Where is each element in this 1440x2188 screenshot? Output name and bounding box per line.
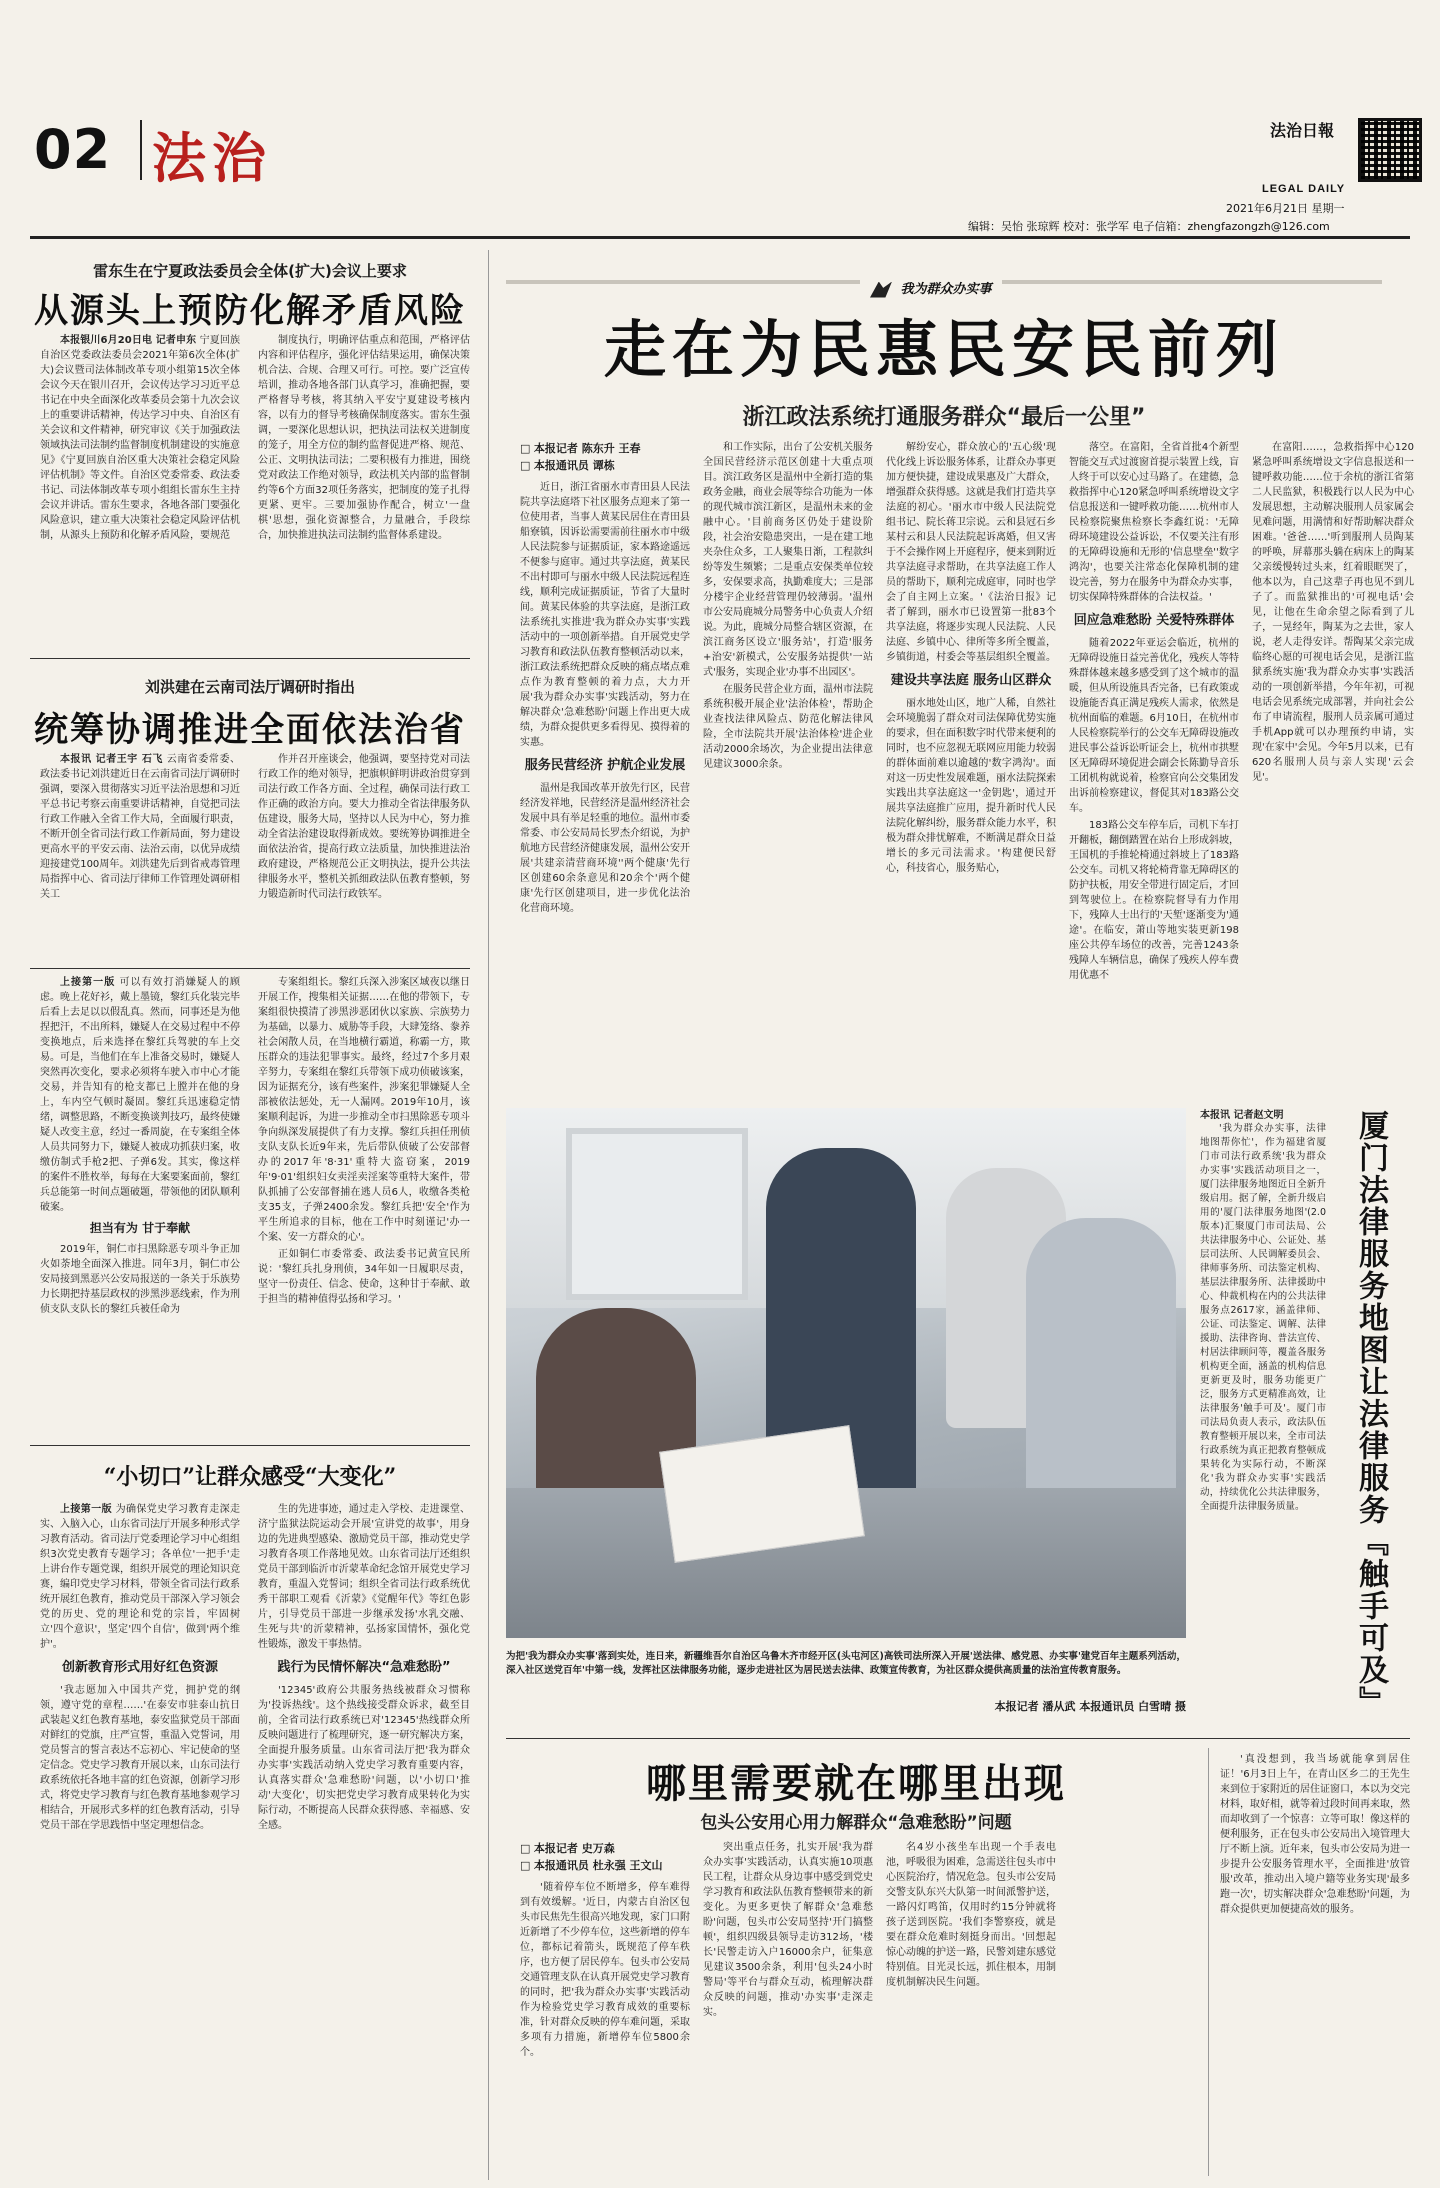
feature1-byline2: 本报通讯员 谭栋	[533, 459, 615, 472]
qr-code	[1358, 118, 1422, 182]
article5-byline: 本报讯 记者赵文明	[1200, 1110, 1284, 1121]
header-divider	[140, 120, 142, 180]
photo-window	[566, 1128, 748, 1300]
feature2-col3	[886, 1840, 1056, 2175]
article1-kicker: 雷东生在宁夏政法委员会全体(扩大)会议上要求	[93, 262, 407, 280]
feature2-col2-text: 突出重点任务，扎实开展'我为群众办实事'实践活动，认真实施10项惠民工程，让群众从身边事中感受到党史学习教育和政法队伍教育整顿带来的新变化。为更多更快了解群众'急难愁盼'问题，包头市公安局坚持'开门搞整顿'，组织四级县领导走访312场，'楼长'民警走访入户16000余户，征集意见建议3500余条，利用'包头24小时警局'等平台与群众互动，梳理解决群众反映的问题，推动'办实事'走深走实。	[703, 1842, 873, 2018]
feature1-title: 走在为民惠民安民前列	[603, 313, 1284, 386]
photo-caption	[506, 1650, 1186, 1698]
divider	[30, 968, 470, 969]
article3-text-left: 可以有效打消嫌疑人的顾虑。晚上花好衫，戴上墨镜，黎红兵化装完毕后看上去足以以假乱真。然而，同事还是为他捏把汗，不出所料，嫌疑人在交易过程中不停变换地点，后来选择在黎红兵驾驶的车上交易。可是，当他们在车上准备交易时，嫌疑人突然再次变化，要求必须将车驶入市中心才能交易，并告知有的枪支都已上膛并在他的身上，车内空气顿时凝固。黎红兵迅速稳定情绪，调整思路，不断变换谈判技巧，最终使嫌疑人改变主意，经过一番周旋，在专案组全体人员共同努力下，嫌疑人被成功抓获归案，收缴仿制式手枪2把、子弹6发。其实，像这样的案件不胜枚举，每每在大案要案面前，黎红兵总能第一时间点题破题，带领他的团队顺利破案。	[40, 977, 240, 1213]
article1-text-right: 制度执行，明确评估重点和范围，严格评估内容和评估程序，强化评估结果运用，确保决策机合法、合规、合理又可行。可控。要广泛宣传培训，推动各地各部门认真学习，准确把握，要严格督导考核，将其纳入平安宁夏建设考核内容，以有力的督导考核确保制度落实。雷东生强调，一要深化思想认识，把执法司法权关进制度的笼子，用全方位的制约监督促进严格、规范、公正、文明执法司法；二要积极有力推进，围绕党对政法工作绝对领导，政法机关内部的监督制约等6个方面32项任务落实，把制度的笼子扎得更紧、更牢。三要加强协作配合，树立'一盘棋'思想，强化资源整合，力量融合，手段综合，加快推进执法司法制约监督体系建设。	[258, 335, 470, 541]
feature2-col2	[703, 1840, 873, 2175]
article2-body-right	[258, 752, 470, 962]
header-rule	[30, 236, 1410, 239]
section-title: 法治	[152, 126, 272, 190]
feature1-col3	[886, 440, 1056, 1100]
article4-col-right	[258, 1502, 470, 2172]
news-photo	[506, 1108, 1186, 1638]
feature1-subhead2: 建设共享法庭 服务山区群众	[890, 673, 1052, 688]
feature1-subtitle: 浙江政法系统打通服务群众“最后一公里”	[742, 405, 1146, 430]
article3-col-right	[258, 975, 470, 1437]
photo-caption-text: 为把'我为群众办实事'落到实处，连日来，新疆维吾尔自治区乌鲁木齐市经开区(头屯河区)高铁司法所深入开展'送法律、感党恩、办实事'建党百年主题系列活动，深入社区送党百年'中第一线，发挥社区法律服务功能，逐步走进社区为居民送去法律、政策宣传教育，为社区群众提供高质量的法治宣传教育服务。	[506, 1651, 1186, 1676]
feature2-col1	[520, 1880, 690, 2175]
feature1-col1-text: 近日，浙江省丽水市青田县人民法院共享法庭塔下社区服务点迎来了第一位使用者，当事人黄某民居住在青田县船寮镇，因诉讼需要需前往丽水市中级人民法院参与证据质证，家本路途遥远不便参与庭审。通过共享法庭，黄某民不出村即可与丽水中级人民法院远程连线，顺利完成证据质证，节省了大量时间。黄某民体验的共享法庭，是浙江政法系统扎实推进'我为群众办实事'实践活动中的一项创新举措。自开展党史学习教育和政法队伍教育整顿活动以来，浙江政法系统把群众反映的痛点堵点难点作为教育整顿的着力点，大力开展'我为群众办实事'实践活动，努力在解决群众'急难愁盼'问题上作出更大成绩，为群众提供更多看得见、摸得着的实惠。	[520, 482, 690, 748]
feature2-byline2: 本报通讯员 杜永强 王文山	[533, 1859, 663, 1872]
article5-text: '我为群众办实事，法律地图帮你忙'，作为福建省厦门市司法行政系统'我为群众办实事'实践活动项目之一，厦门法律服务地图近日全新升级启用。据了解，全新升级启用的'厦门法律服务地图'(2.0版本)汇聚厦门市司法局、公共法律服务中心、公证处、基层司法所、人民调解委员会、律师事务所、司法鉴定机构、基层法律服务所、法律援助中心、仲裁机构在内的公共法律服务点2617家，涵盖律师、公证、司法鉴定、调解、法律援助、法律咨询、普法宣传、村居法律顾问等，覆盖各服务机构更全面，涵盖的机构信息更新更及时，服务功能更广泛，服务方式更精准高效，让法律服务'触手可及'。厦门市司法局负责人表示，政法队伍教育整顿开展以来，全市司法行政系统为真正把教育整顿成果转化为实际行动，不断深化'我为群众办实事'实践活动，持续优化公共法律服务，全面提升法律服务质量。	[1200, 1123, 1326, 1512]
article3-lead-label: 上接第一版	[60, 977, 116, 988]
divider	[506, 1738, 1410, 1739]
article4-text-left: 为确保党史学习教育走深走实、入脑入心，山东省司法厅开展多种形式学习教育活动。省司法厅党委理论学习中心组组织3次党史教育专题学习；各单位'一把手'走上讲台作专题党课，组织开展党的理论知识竞赛，编印党史学习材料，带领全省司法行政系统开展红色教育，推动党员干部深入学习领会党的历史、党的理论和党的宗旨，牢固树立'四个意识'，坚定'四个自信'，做到'两个维护'。	[40, 1504, 240, 1650]
article3-col-left	[40, 975, 240, 1435]
article4-col-left	[40, 1502, 240, 2172]
feature1-col3-text: 解纷安心，群众放心的'五心级'现代化线上诉讼服务体系，让群众办事更加方便快捷，建设成果惠及广大群众，增强群众获得感。这就是我们打造共享法庭的初心。'丽水市中级人民法院党组书记、院长蒋卫宗说。云和县冠石乡某村云和县人民法院起诉离婚，但又害于不会操作网上开庭程序，便来到附近共享法庭寻求帮助，在共享法庭工作人员的帮助下，顺利完成庭审，同时也学会了自主网上立案。'《法治日报》记者了解到，丽水市已设置第一批83个共享法庭，将逐步实现人民法院、人民法庭、乡镇中心、律所等多所全覆盖，乡镇街道，村委会等基层组织全覆盖。	[886, 442, 1056, 663]
article4-text-left2: '我志愿加入中国共产党，拥护党的纲领，遵守党的章程……'在泰安市驻泰山抗日武装起义红色教育基地，泰安监狱党员干部面对鲜红的党旗，庄严宣誓，重温入党誓词，用党员誓言的誓言表达不忘初心、牢记使命的坚定信念。党史学习教育开展以来，山东司法行政系统依托各地丰富的红色资源，创新学习形式，将党史学习教育与红色教育基地参观学习相结合，开展形式多样的红色教育活动，引导党员干部在学思践悟中坚定理想信念。	[40, 1685, 240, 1831]
article1-text-left: 宁夏回族自治区党委政法委员会2021年第6次全体(扩大)会议暨司法体制改革专项小组第15次全体会议今天在银川召开，会议传达学习习近平总书记在中央全面深化改革委员会第十九次会议上的重要讲话精神，传达学习中央、自治区有关会议和文件精神，研究审议《关于加强政法领域执法司法制约监督制度机制建设的实施意见》《宁夏回族自治区重大决策社会稳定风险评估机制》等文件。自治区党委常委、政法委书记、司法体制改革专项小组组长雷东生主持会议并讲话。雷东生要求，各地各部门要强化风险意识，建立重大决策社会稳定风险评估机制，从源头上预防和化解矛盾风险，要规范	[40, 335, 240, 541]
article2-title: 统筹协调推进全面依法治省	[34, 710, 466, 750]
article1-title: 从源头上预防化解矛盾风险	[34, 291, 466, 331]
feature1-col1b-text: 温州是我国改革开放先行区，民营经济发祥地，民营经济是温州经济社会发展中具有举足轻重的地位。温州市委常委、市公安局局长罗杰介绍说，为护航地方民营经济健康发展，温州公安开展'共建亲清营商环境''两个健康'先行区创建60余条意见和20余个'两个健康'先行区创建项目，进一步优化法治化营商环境。	[520, 783, 690, 914]
feature2-col4-text: '真没想到，我当场就能拿到居住证！'6月3日上午，在青山区乡二的王先生来到位于家附近的居住证窗口，本以为交完材料，取好相，就等着过段时间再来取，然而却收到了一个惊喜：立等可取！像这样的便利服务，正在包头市公安局出入境管理大厅不断上演。近年来，包头市公安局为进一步提升公安服务管理水平，全面推进'放管服'改革，推动出入境户籍等业务实现'最多跑一次'，切实解决群众'急难愁盼'问题，为群众提供更加便捷高效的服务。	[1220, 1754, 1410, 1915]
article3-text-left2: 2019年，铜仁市扫黑除恶专项斗争正加火如荼地全面深入推进。同年3月，铜仁市公安局接到黑恶兴公安局报送的一条关于乐族势力长期把持基层政权的涉黑涉恶线索，作为刑侦支队支队长的黎红兵被任命为	[40, 1244, 240, 1315]
article4-text-right2: '12345'政府公共服务热线被群众习惯称为'投诉热线'。这个热线接受群众诉求，截至目前，全省司法行政系统已对'12345'热线群众所反映问题进行了梳理研究，逐一研究解决方案，全面提升服务质量。山东省司法厅把'我为群众办实事'实践活动纳入党史学习教育重要内容，认真落实群众'急难愁盼'问题，以'小切口'推动'大变化'，切实把党史学习教育成果转化为实际行动，不断提高人民群众获得感、幸福感、安全感。	[258, 1685, 470, 1831]
feature2-subtitle: 包头公安用心用力解群众“急难愁盼”问题	[700, 1813, 1012, 1833]
feature2-byline: □ 本报记者 史万森 □ 本报通讯员 杜永强 王文山	[520, 1842, 663, 1872]
feature2-byline1: 本报记者 史万森	[533, 1842, 615, 1855]
article5-body	[1200, 1122, 1326, 1726]
article3-subhead: 担当有为 甘于奉献	[89, 1221, 191, 1235]
feature1-col4-text: 落空。在富阳，全省首批4个新型智能交互式过渡窗首提示装置上线，盲人终于可以安心过马路了。在建德，急救指挥中心120紧急呼叫系统增设文字信息报送和一键呼救功能……杭州市人民检察院聚焦检察长李鑫红说：'无障碍环境建设公益诉讼，不仅要关注有形的无障碍设施和无形的'信息壁垒''数字鸿沟'，也要关注常态化保障机制的建设完善，努力在服务中为群众办实事，切实保障特殊群体的合法权益。'	[1069, 442, 1239, 603]
masthead-en: LEGAL DAILY	[1262, 183, 1346, 195]
feature1-byline1: 本报记者 陈东升 王春	[533, 442, 641, 455]
feature1-subhead1: 服务民营经济 护航企业发展	[524, 758, 686, 773]
feature2-col3-text: 名4岁小孩坐车出现一个手表电池，呼吸很为困难，急需送往包头市中心医院治疗，情况危急。包头市公安局交警支队东兴大队第一时间派警护送，一路闪灯鸣笛，仅用时约15分钟就将孩子送到医院。'我们李警察疫，就是要在群众危难时刻挺身而出。'回想起惊心动魄的护送一路，民警刘建东感觉特别值。目光灵长远，抓住根本，用制度机制解决民生问题。	[886, 1842, 1056, 1988]
column-separator	[488, 250, 489, 2180]
article4-text-right: 生的先进事迹，通过走入学校、走进课堂、济宁监狱法院运动会开展'宣讲党的故事'，用身边的先进典型感染、激励党员干部，推动党史学习教育各项工作落地见效。山东省司法厅还组织党员干部到临沂市沂蒙革命纪念馆开展党史学习教育，重温入党誓词；组织全省司法行政系统优秀干部职工观看《沂蒙》《觉醒年代》等红色影片，引导党员干部进一步继承发扬'水乳交融、生死与共'的沂蒙精神，弘扬家国情怀，强化党性锻炼，激发干事热情。	[258, 1504, 470, 1650]
feature1-col2-text: 和工作实际，出台了公安机关服务全国民营经济示范区创建十大重点项目。滨江政务区是温州中全新打造的集政务金融，商业会展等综合功能为一体的现代城市滨江新区，是温州未来的金融中心。'目前商务区仍处于建设阶段，社会治安隐患突出，一是在建工地夹杂住众多，工人聚集日渐，工程款纠纷等发生频繁；二是重点安保类单位较多，安保要求高，执勤难度大；三是部分楼宇企业经营管理仍较薄弱。'温州市公安局鹿城分局警务中心负责人介绍说。为此，鹿城分局整合辖区资源，在滨江商务区设立'服务站'，打造'服务+治安'新模式，公安服务站提供'一站式'服务，实现企业'办事不出园区'。	[703, 442, 873, 678]
article2-text-left: 云南省委常委、政法委书记刘洪建近日在云南省司法厅调研时强调，要深入贯彻落实习近平法治思想和习近平总书记考察云南重要讲话精神，自觉把司法行政工作融入全省工作大局，全面履行职责，不断开创全省司法行政工作新局面，努力建设更高水平的平安云南、法治云南，以优异成绩迎接建党100周年。刘洪建先后到省戒毒管理局指挥中心、省司法厅律师工作管理处调研相关工	[40, 754, 240, 900]
feature1-col3b-text: 丽水地处山区，地广人稀，自然社会环境脆弱了群众对司法保障优势实施的要求，但在面积数字时代带来便利的同时，也不应忽视无联网应用能力较弱的群体面前难以逾越的'数字鸿沟'。面对这一历史性发展难题，丽水法院探索实践出共享法庭这一'金钥匙'，通过开展共享法庭推广应用，提升新时代人民法院化解纠纷，服务群众能力水平，积极为群众排忧解难，不断满足群众日益增长的多元司法需求。'构建便民舒心，科技省心，服务贴心，	[886, 698, 1056, 874]
feature1-subhead3: 回应急难愁盼 关爱特殊群体	[1073, 613, 1235, 628]
feature1-byline: □ 本报记者 陈东升 王春 □ 本报通讯员 谭栋	[520, 442, 641, 472]
banner-icon	[870, 282, 892, 298]
article2-byline: 本报讯 记者王宇 石飞	[60, 754, 163, 765]
feature2-title: 哪里需要就在哪里出现	[646, 1760, 1066, 1807]
article1-body-right	[258, 333, 470, 575]
issue-date: 2021年6月21日 星期一	[1226, 202, 1345, 215]
article2-body-left	[40, 752, 240, 962]
feature1-col4	[1069, 440, 1239, 1100]
article2-text-right: 作并召开座谈会，他强调，要坚持党对司法行政工作的绝对领导，把旗帜鲜明讲政治贯穿到司法行政工作各方面、全过程，确保司法行政工作正确的政治方向。要大力推动全省法律服务队伍建设，服务大局，坚持以人民为中心，努力推动全省法治建设取得新成效。要统筹协调推进全面依法治省，提高行政立法质量，加快推进法治政府建设，严格规范公正文明执法，提升公共法律服务水平，整机关抓细政法队伍教育整顿，努力锻造新时代司法行政铁军。	[258, 754, 470, 900]
feature1-col1	[520, 480, 690, 1100]
article4-subhead2: 践行为民情怀解决“急难愁盼”	[277, 1660, 451, 1675]
article5-title: 厦门法律服务地图让法律服务『触手可及』	[1353, 1110, 1388, 1718]
divider	[30, 1445, 470, 1446]
feature-banner-label	[860, 278, 1002, 298]
banner-text: 我为群众办实事	[900, 282, 992, 297]
article4-lead-label: 上接第一版	[60, 1504, 113, 1515]
divider	[30, 658, 470, 659]
feature1-col2b-text: 在服务民营企业方面，温州市法院系统积极开展企业'法治体检'，帮助企业查找法律风险点、防范化解法律风险，全市法院共开展'法治体检'进企业活动2000余场次，为企业提出法律意见建议3000余条。	[703, 684, 873, 770]
feature2-col4	[1220, 1752, 1410, 2175]
article4-title: “小切口”让群众感受“大变化”	[103, 1464, 397, 1490]
masthead-logo: 法治日報	[1270, 121, 1335, 140]
article2-kicker: 刘洪建在云南司法厅调研时指出	[144, 678, 355, 696]
editors-line: 编辑：吴怡 张琼辉 校对：张学军 电子信箱：zhengfazongzh@126.com	[968, 220, 1330, 233]
article4-subhead1: 创新教育形式用好红色资源	[61, 1660, 218, 1675]
column-separator	[1208, 1748, 1209, 2176]
feature1-col6-text: 在富阳……，急救指挥中心120紧急呼叫系统增设文字信息报送和一键呼救功能……位于余杭的浙江省第二人民监狱，积极践行以人民为中心发展思想，主动解决服刑人员家属会见难问题，用满情和好帮助解决群众困难。'爸爸……'听到服刑人员陶某的呼唤，屏幕那头躺在病床上的陶某父亲缓慢转过头来，红着眼眶哭了，他本以为，自己这辈子再也见不到儿子了。而监狱推出的'可视电话'会见，让他在生命余望之际看到了儿子，一晃经年，陶某为之去世，家人说，老人走得安详。帮陶某父亲完成临终心愿的可视电话会见，是浙江监狱系统实施'我为群众办实事'实践活动的一项创新举措，今年年初，可视电话会见系统完成部署，并向社会公布了申请流程，服刑人员亲属可通过手机App就可以办理预约申请，实现'在家中'会见。今年5月以来，已有620名服刑人员与亲人实现'云会见'。	[1252, 442, 1414, 783]
feature1-col5-text: 183路公交车停车后，司机下车打开翻板，翻倒踏置在站台上形成斜坡，王国机的手推轮椅通过斜坡上了183路公交车。司机又将轮椅背靠无障碍区的防护扶板，用安全带进行固定后，才回到驾驶位上。在检察院督导有力作用下，残障人士出行的'天堑'逐渐变为'通途'。在临安，萧山等地实装更新198座公共停车场位的改善，完善1243条残障人车辆信息，确保了残疾人停车费用优惠不	[1069, 820, 1239, 981]
feature1-col6	[1252, 440, 1414, 1100]
photo-credit: 本报记者 潘从武 本报通讯员 白雪晴 摄	[994, 1700, 1186, 1713]
article1-byline: 本报银川6月20日电 记者申东	[60, 335, 197, 346]
article1-body-left	[40, 333, 240, 575]
feature1-col4b-text: 随着2022年亚运会临近，杭州的无障碍设施日益完善优化，残疾人等特殊群体越来越多感受到了这个城市的温暖，但从所设施具否完备，已有政策或设施能否真正满足残疾人需求，依然是杭州面临的难题。6月10日，在杭州市人民检察院举行的公交车无障碍设施改进民事公益诉讼听证会上，杭州市拱墅区无障碍环境促进会副会长陈勤导音乐工团机构就说着，检察官向公交集团发出诉前检察建议，督促其对183路公交车。	[1069, 638, 1239, 814]
article3-tail: 正如铜仁市委常委、政法委书记黄宣民所说：'黎红兵扎身刑侦，34年如一日履职尽责，坚守一份责任、信念、使命，这种甘于奉献、敢于担当的精神值得弘扬和学习。'	[258, 1249, 470, 1305]
page-number: 02	[34, 118, 112, 181]
feature2-col1-text: '随着停车位不断增多，停车难得到有效缓解。'近日，内蒙古自治区包头市民焦先生很高兴地发现，家门口附近新增了不少停车位，这些新增的停车位，都标记着箭头，既规范了停车秩序，也方便了居民停车。包头市公安局交通管理支队在认真开展党史学习教育的同时，把'我为群众办实事'实践活动作为检验党史学习教育成效的重要标准，针对群众反映的停车难问题，采取多项有力措施，新增停车位5800余个。	[520, 1882, 690, 2058]
feature1-col2	[703, 440, 873, 1100]
article3-text-right: 专案组组长。黎红兵深入涉案区域夜以继日开展工作，搜集相关证据……在他的带领下，专案组很快摸清了涉黑涉恶团伙以家族、宗族势力为基础，以暴力、威胁等手段，大肆笼络、豢养社会闲散人员，在当地横行霸道，称霸一方，欺压群众的违法犯罪事实。最终，经过7个多月艰辛努力，专案组在黎红兵带领下成功侦破该案，因为证据充分，该有些案件，涉案犯罪嫌疑人全部被依法惩处，无一人漏网。2019年10月，该案顺利起诉，为进一步推动全市扫黑除恶专项斗争向纵深发展提供了有力支撑。黎红兵担任刑侦支队支队长近9年来，先后带队侦破了公安部督办的2017年'8·31'重特大盗窃案，2019年'9·01'组织妇女卖淫卖淫案等重特大案件，带队抓捕了公安部督捕在逃人员6人，收缴各类枪支35支，子弹2400余发。黎红兵把'安全'作为平生所追求的目标，他在工作中时刻谨记'办一个案、安一方群众的心'。	[258, 977, 470, 1243]
